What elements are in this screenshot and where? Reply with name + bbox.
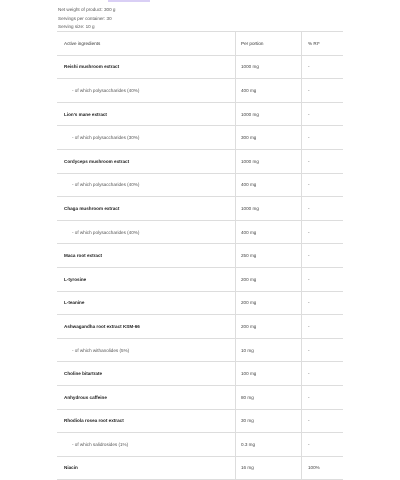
ingredient-name: Choline bitartrate (57, 362, 236, 385)
servings-text: Servings per container: 30 (58, 15, 112, 21)
ingredient-name: Reishi mushroom extract (57, 56, 236, 79)
ingredient-name: Cordyceps mushroom extract (57, 150, 236, 173)
ingredient-portion: 400 mg (236, 221, 302, 244)
table-row (57, 339, 343, 363)
table-row (57, 410, 343, 434)
ingredient-portion: 30 mg (236, 410, 302, 433)
ingredient-name: Niacin (57, 457, 236, 480)
ingredient-ri: - (308, 158, 310, 164)
ingredient-ri: - (308, 64, 310, 70)
ingredient-ri: - (308, 418, 310, 424)
ingredient-name: - of which polysaccharides (40%) (57, 221, 236, 244)
ingredient-portion: 400 mg (236, 174, 302, 197)
header-ingredient: Active ingredients (57, 32, 236, 55)
ingredient-name: L-teanine (57, 292, 236, 315)
ingredient-name: - of which salidrosides (1%) (57, 433, 236, 456)
table-row (57, 268, 343, 292)
table-row (57, 197, 343, 221)
ingredient-portion: 200 mg (236, 315, 302, 338)
ingredient-portion: 1000 mg (236, 56, 302, 79)
table-row (57, 457, 343, 480)
table-row (57, 433, 343, 457)
ingredient-ri: - (308, 111, 310, 117)
ingredient-ri: - (308, 229, 310, 235)
ingredient-portion: 1000 mg (236, 150, 302, 173)
ingredient-ri: - (308, 347, 310, 353)
ingredient-portion: 300 mg (236, 126, 302, 149)
table-row (57, 174, 343, 198)
ingredient-portion: 200 mg (236, 268, 302, 291)
ingredient-ri: 100% (308, 465, 320, 471)
ingredient-name: Maca root extract (57, 244, 236, 267)
table-row (57, 244, 343, 268)
tab-underline (108, 0, 150, 2)
table-row (57, 221, 343, 245)
table-row (57, 386, 343, 410)
table-row (57, 126, 343, 150)
header-ri: % RI* (308, 40, 320, 46)
ingredient-ri: - (308, 253, 310, 259)
ingredient-portion: 1000 mg (236, 103, 302, 126)
table-row (57, 103, 343, 127)
table-header-row (57, 32, 343, 56)
ingredient-portion: 250 mg (236, 244, 302, 267)
ingredient-name: - of which withanolides (5%) (57, 339, 236, 362)
serving-size-text: Serving size: 10 g (58, 24, 95, 30)
ingredient-name: Lion's mane extract (57, 103, 236, 126)
table-row (57, 150, 343, 174)
ingredient-portion: 1000 mg (236, 197, 302, 220)
ingredient-ri: - (308, 371, 310, 377)
header-portion: Per portion (236, 32, 302, 55)
net-weight-text: Net weight of product: 300 g (58, 7, 116, 12)
table-row (57, 56, 343, 80)
ingredient-portion: 200 mg (236, 292, 302, 315)
ingredient-name: - of which polysaccharides (30%) (57, 126, 236, 149)
ingredient-ri: - (308, 87, 310, 93)
ingredient-ri: - (308, 441, 310, 447)
ingredient-portion: 16 mg (236, 457, 302, 480)
table-row (57, 292, 343, 316)
product-meta (58, 6, 115, 32)
table-row (57, 315, 343, 339)
ingredient-portion: 100 mg (236, 362, 302, 385)
ingredient-ri: - (308, 300, 310, 306)
ingredient-ri: - (308, 135, 310, 141)
ingredient-name: L-tyrosine (57, 268, 236, 291)
ingredient-portion: 0.3 mg (236, 433, 302, 456)
ingredient-name: Anhydrous caffeine (57, 386, 236, 409)
ingredient-name: Chaga mushroom extract (57, 197, 236, 220)
ingredient-name: Ashwagandha root extract KSM-66 (57, 315, 236, 338)
ingredient-portion: 400 mg (236, 79, 302, 102)
nutrition-table (57, 31, 343, 480)
table-row (57, 79, 343, 103)
ingredient-name: - of which polysaccharides (40%) (57, 174, 236, 197)
table-row (57, 362, 343, 386)
ingredient-ri: - (308, 323, 310, 329)
ingredient-ri: - (308, 394, 310, 400)
ingredient-name: - of which polysaccharides (40%) (57, 79, 236, 102)
ingredient-ri: - (308, 205, 310, 211)
ingredient-ri: - (308, 276, 310, 282)
ingredient-name: Rhodiola rosea root extract (57, 410, 236, 433)
ingredient-portion: 10 mg (236, 339, 302, 362)
ingredient-portion: 80 mg (236, 386, 302, 409)
ingredient-ri: - (308, 182, 310, 188)
